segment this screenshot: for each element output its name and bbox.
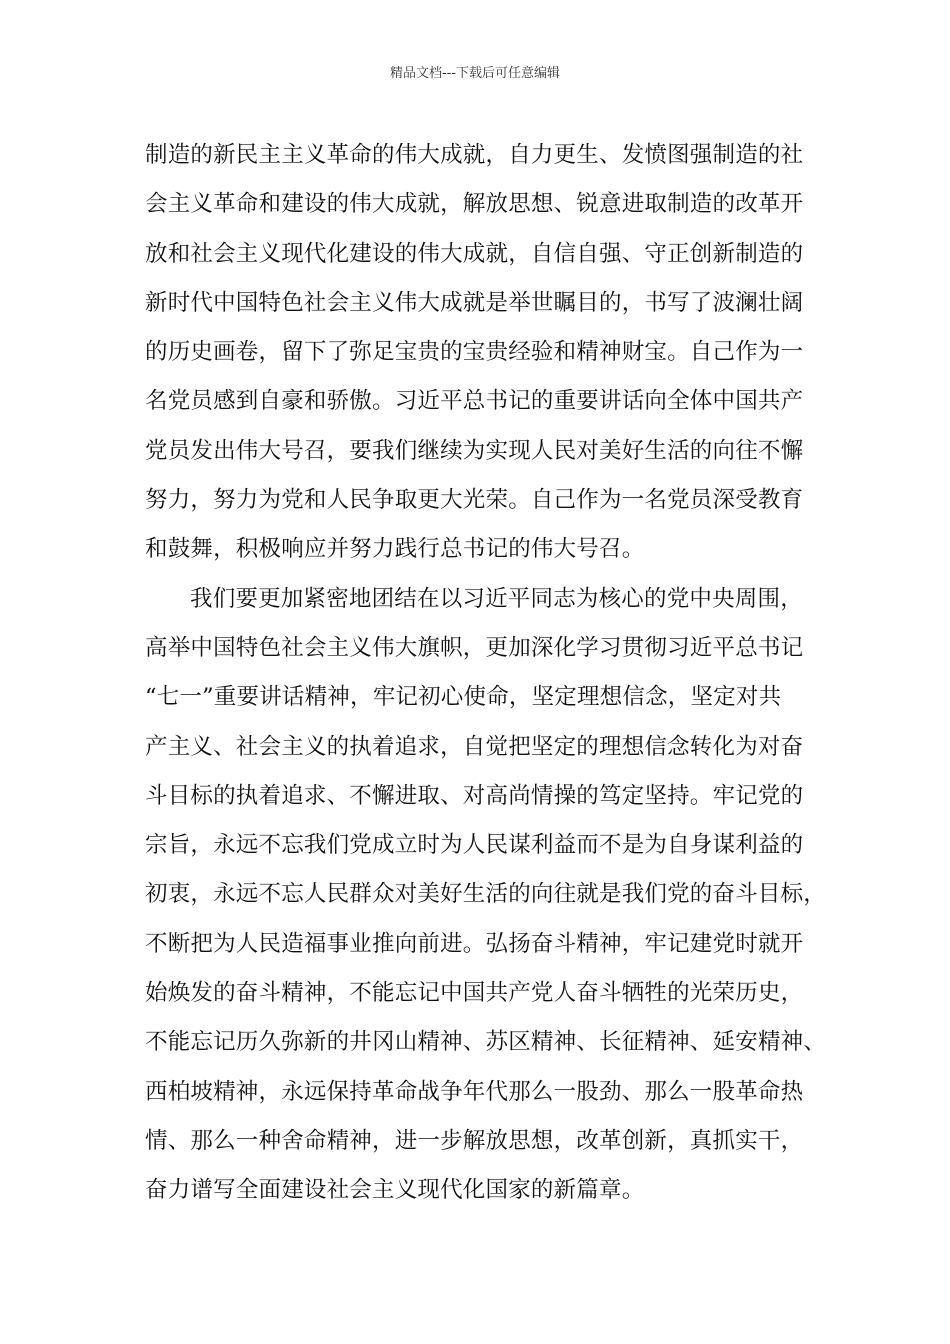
- text-line: 宗旨，永远不忘我们党成立时为人民谋利益而不是为自身谋利益的: [145, 832, 804, 859]
- text-line: 名党员感到自豪和骄傲。习近平总书记的重要讲话向全体中国共产: [145, 388, 804, 415]
- text-line: 会主义革命和建设的伟大成就，解放思想、锐意进取制造的改革开: [145, 191, 804, 218]
- text-line: 情、那么一种舍命精神，进一步解放思想，改革创新，真抓实干，: [145, 1127, 804, 1154]
- text-line: 不能忘记历久弥新的井冈山精神、苏区精神、长征精神、延安精神、: [145, 1029, 827, 1056]
- paragraph-1: [145, 131, 810, 575]
- body-text: [145, 131, 827, 1216]
- text-line: 产主义、社会主义的执着追求，自觉把坚定的理想信念转化为对奋: [145, 733, 804, 760]
- text-line: 努力，努力为党和人民争取更大光荣。自己作为一名党员深受教育: [145, 487, 804, 514]
- text-line: 西柏坡精神，永远保持革命战争年代那么一股劲、那么一股革命热: [145, 1078, 804, 1105]
- text-line: 不断把为人民造福事业推向前进。弘扬奋斗精神，牢记建党时就开: [145, 930, 804, 957]
- text-line: 放和社会主义现代化建设的伟大成就，自信自强、守正创新制造的: [145, 240, 804, 267]
- text-line: 奋力谱写全面建设社会主义现代化国家的新篇章。: [145, 1177, 645, 1204]
- text-line: 斗目标的执着追求、不懈进取、对高尚情操的笃定坚持。牢记党的: [145, 782, 804, 809]
- text-line: 制造的新民主主义革命的伟大成就，自力更生、发愤图强制造的社: [145, 142, 804, 168]
- text-line: “七一”重要讲话精神，牢记初心使命，坚定理想信念，坚定对共: [145, 684, 782, 711]
- paragraph-2: [145, 575, 827, 1216]
- text-line: 和鼓舞，积极响应并努力践行总书记的伟大号召。: [145, 536, 645, 563]
- text-line: 新时代中国特色社会主义伟大成就是举世瞩目的，书写了波澜壮阔: [145, 289, 804, 316]
- text-line: 的历史画卷，留下了弥足宝贵的宝贵经验和精神财宝。自己作为一: [145, 339, 804, 366]
- text-line: 我们要更加紧密地团结在以习近平同志为核心的党中央周围，: [190, 585, 803, 612]
- text-line: 始焕发的奋斗精神，不能忘记中国共产党人奋斗牺牲的光荣历史，: [145, 980, 804, 1007]
- text-line: 党员发出伟大号召，要我们继续为实现人民对美好生活的向往不懈: [145, 437, 804, 464]
- text-line: 高举中国特色社会主义伟大旗帜，更加深化学习贯彻习近平总书记: [145, 634, 804, 661]
- text-line: 初衷，永远不忘人民群众对美好生活的向往就是我们党的奋斗目标，: [145, 881, 827, 908]
- page-header: 精品文档---下载后可任意编辑: [389, 66, 561, 81]
